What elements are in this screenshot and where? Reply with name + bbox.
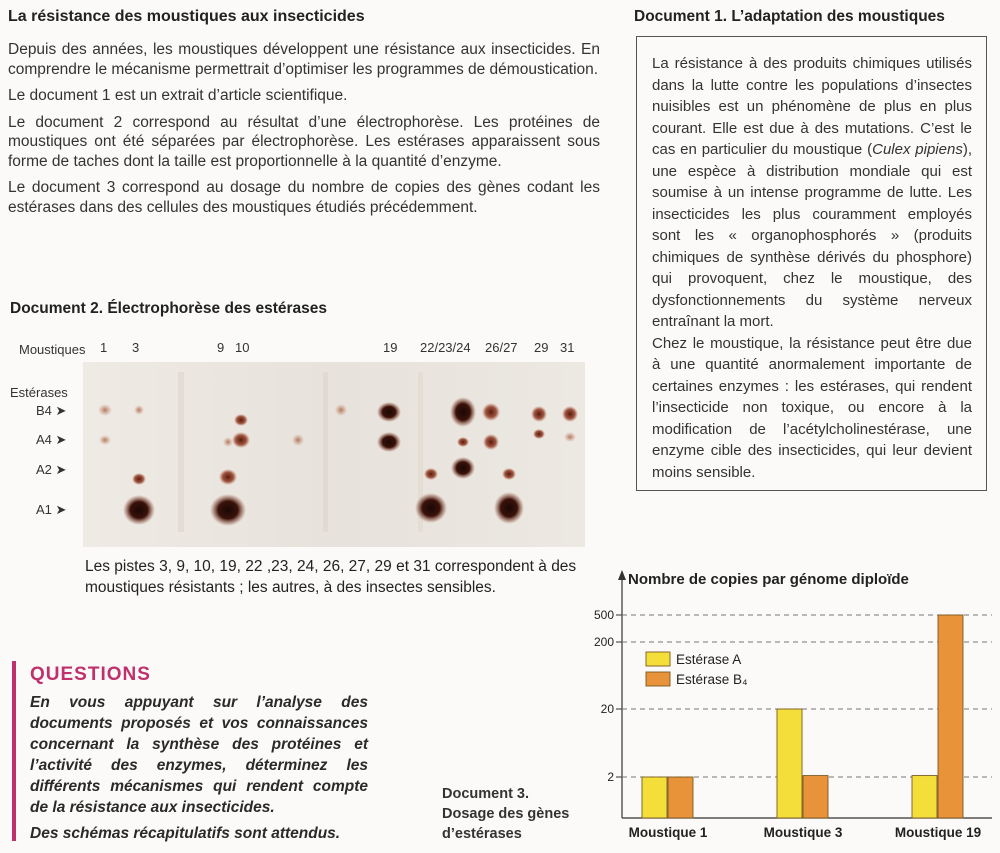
- x-tick-label: Moustique 19: [894, 825, 982, 840]
- intro-paragraph: Le document 3 correspond au dosage du nombre de copies des gènes codant les estérases dans des cellules des moustiques étudiés précédemment.: [8, 179, 600, 216]
- doc1-box: [636, 36, 987, 491]
- moustiques-label: Moustiques: [19, 342, 86, 357]
- bar: [777, 709, 802, 818]
- y-tick-label: 20: [600, 702, 614, 716]
- lane-label: 29: [534, 340, 549, 355]
- band-label-a2: A2 ➤: [36, 462, 67, 477]
- x-tick-label: Moustique 1: [628, 825, 708, 840]
- questions-accent-bar: [12, 661, 16, 841]
- lane-label: 22/23/24: [420, 340, 471, 355]
- doc3-label-line: Dosage des gènes: [442, 806, 570, 822]
- doc3-label: [442, 784, 569, 844]
- doc2-title: Document 2. Électrophorèse des estérases: [10, 300, 328, 317]
- lane-label: 9: [217, 340, 225, 355]
- band-label-a4: A4 ➤: [36, 432, 67, 447]
- lane-label: 26/27: [485, 340, 518, 355]
- doc1-paragraph-2: Chez le moustique, la résistance peut être due à une quantité anormalement importante de certaines enzymes : les estérases, qui rendent l’insecticide non toxique, ou encore à la modification de l’acétylcholinestérase, une enzyme cible des insecticides, qui leur devient moins sensible.: [652, 334, 972, 481]
- doc3-label-line: d’estérases: [442, 826, 522, 842]
- chart-bars: [642, 615, 963, 818]
- bar: [642, 777, 667, 818]
- lane-label: 19: [383, 340, 398, 355]
- bar: [912, 776, 937, 818]
- legend-swatch: [646, 672, 670, 686]
- intro-paragraph: Le document 2 correspond au résultat d’une électrophorèse. Les protéines de moustiques ont été séparées par électrophorèse. Les estérases apparaissent sous forme de taches dont la taille est proportionnelle à la quantité d’enzyme.: [8, 113, 600, 170]
- doc1-text-a: La résistance à des produits chimiques utilisés dans la lutte contre les populations d’insectes nuisibles est un phénomène de plus en plus courant. Elle est due à des mutations. C’est le cas en particulier du moustique (: [652, 55, 972, 158]
- band-label-a1: A1 ➤: [36, 502, 67, 517]
- doc1-title: Document 1. L’adaptation des moustiques: [634, 8, 945, 25]
- lane-label: 10: [235, 340, 250, 355]
- bar: [938, 615, 963, 818]
- intro-text: [8, 40, 600, 224]
- esterases-label: Estérases: [10, 385, 68, 400]
- legend-label: Estérase A: [676, 652, 742, 667]
- questions-title: QUESTIONS: [30, 664, 151, 685]
- question-text: En vous appuyant sur l’analyse des documents proposés et vos connaissances concernant la synthèse des protéines et l’activité des enzymes, déterminez les différents mécanismes qui rendent compte de la résistance aux insecticides.: [30, 694, 368, 816]
- chart-title: Nombre de copies par génome diploïde: [628, 571, 909, 588]
- legend-swatch: [646, 652, 670, 666]
- gene-copies-chart: [580, 560, 998, 845]
- chart-x-labels: [629, 825, 982, 840]
- lane-label: 3: [132, 340, 140, 355]
- legend-label: Estérase B₄: [676, 672, 748, 687]
- intro-paragraph: Le document 1 est un extrait d’article scientifique.: [8, 87, 348, 104]
- bar: [668, 777, 693, 818]
- intro-paragraph: Depuis des années, les moustiques développent une résistance aux insecticides. En comprendre le mécanisme permettrait d’optimiser les programmes de démoustication.: [8, 41, 600, 78]
- y-tick-label: 500: [593, 608, 614, 622]
- electrophoresis-gel-image: [83, 362, 585, 547]
- doc2-caption: Les pistes 3, 9, 10, 19, 22 ,23, 24, 26, 27, 29 et 31 correspondent à des moustiques résistants ; les autres, à des insectes sensibles.: [85, 558, 577, 596]
- x-tick-label: Moustique 3: [763, 825, 843, 840]
- chart-legend: [646, 652, 748, 687]
- y-axis-arrow: [618, 570, 626, 580]
- page-title: La résistance des moustiques aux insecticides: [8, 8, 365, 25]
- doc1-species: Culex pipiens: [872, 141, 963, 158]
- lane-label: 31: [560, 340, 575, 355]
- y-tick-label: 200: [593, 635, 614, 649]
- band-label-b4: B4 ➤: [36, 403, 67, 418]
- question-footer: Des schémas récapitulatifs sont attendus.: [30, 825, 341, 842]
- lane-label: 1: [100, 340, 108, 355]
- doc3-label-line: Document 3.: [442, 786, 530, 802]
- bar: [803, 776, 828, 818]
- doc1-text-b: ), une espèce à distribution mondiale qui est soumise à un intense programme de lutte. Les insecticides les plus couramment employés sont les « organophosphorés » (produits chimiques de synthèse dérivés du phosphore) qui provoquent, chez le moustique, des dysfonctionnements du système nerveux entraînant la mort.: [652, 141, 972, 330]
- questions-body: [30, 692, 368, 849]
- doc1-paragraph-1: [652, 53, 972, 333]
- y-tick-label: 2: [607, 770, 614, 784]
